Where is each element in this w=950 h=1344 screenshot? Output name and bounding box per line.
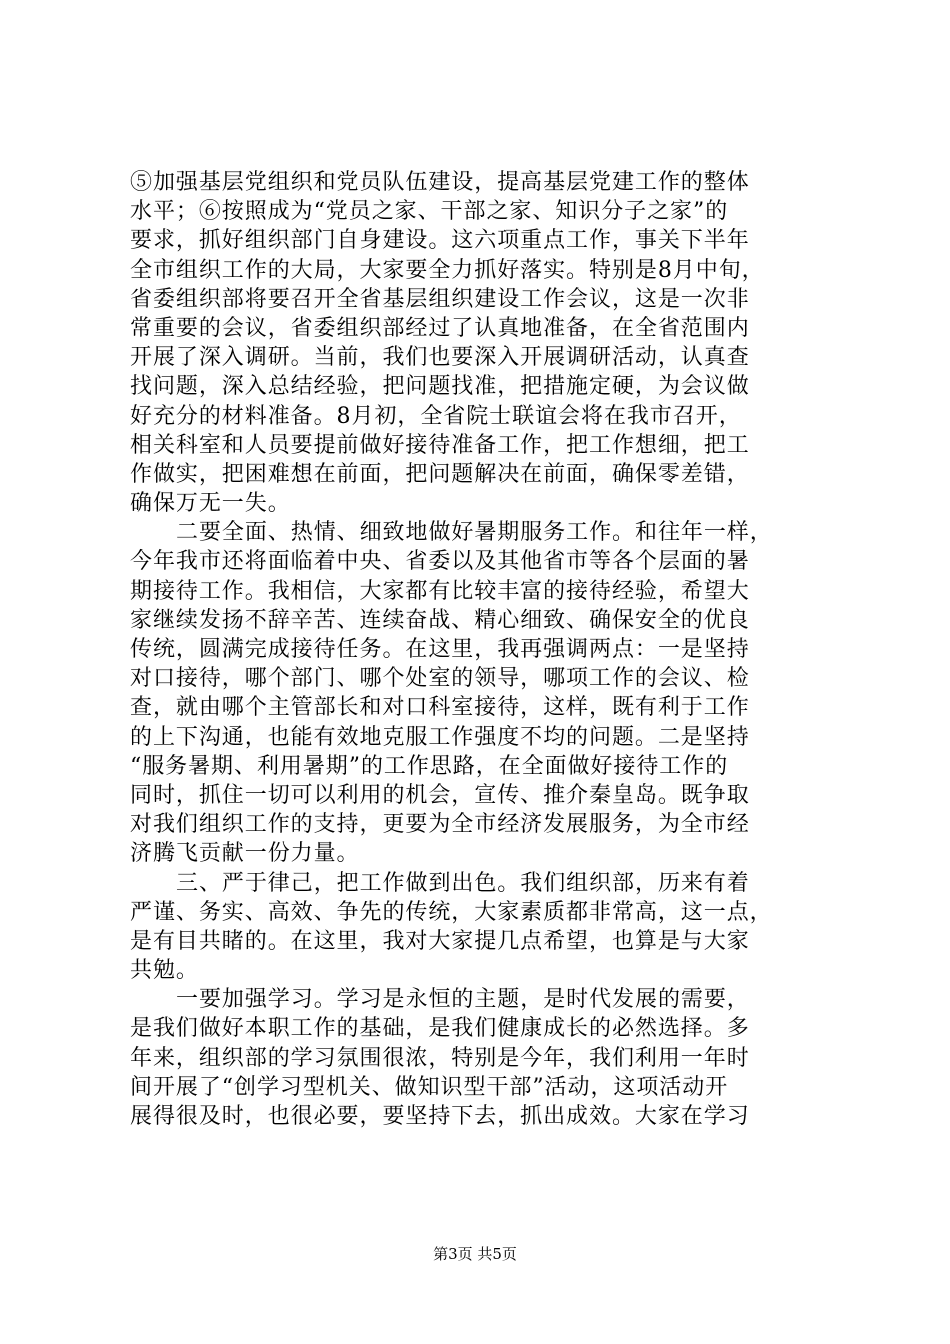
text-line: 对我们组织工作的支持，更要为全市经济发展服务，为全市经 [130, 812, 750, 838]
paragraph-first-line: 二要全面、热情、细致地做好暑期服务工作。和往年一样， [176, 520, 773, 546]
text-line: 开展了深入调研。当前，我们也要深入开展调研活动，认真查 [130, 345, 750, 371]
text-line: 今年我市还将面临着中央、省委以及其他省市等各个层面的暑 [130, 549, 750, 575]
text-line: 年来，组织部的学习氛围很浓，特别是今年，我们利用一年时 [130, 1045, 750, 1071]
page-footer [0, 1244, 950, 1264]
text-line: 省委组织部将要召开全省基层组织建设工作会议，这是一次非 [130, 286, 750, 312]
text-line: 好充分的材料准备。8月初，全省院士联谊会将在我市召开， [130, 403, 742, 429]
text-line: 的上下沟通，也能有效地克服工作强度不均的问题。二是坚持 [130, 724, 750, 750]
text-line: 济腾飞贡献一份力量。 [130, 841, 360, 867]
text-line: 严谨、务实、高效、争先的传统，大家素质都非常高，这一点， [130, 899, 773, 925]
text-line: 是我们做好本职工作的基础，是我们健康成长的必然选择。多 [130, 1016, 750, 1042]
page-number-label: 第3页 共5页 [433, 1245, 517, 1263]
body-text [130, 168, 830, 1131]
section-heading-line: 三、严于律己，把工作做到出色。我们组织部，历来有着 [176, 870, 750, 896]
text-line: 展得很及时，也很必要，要坚持下去，抓出成效。大家在学习 [130, 1104, 750, 1129]
text-line: 查，就由哪个主管部长和对口科室接待，这样，既有利于工作 [130, 695, 750, 721]
paragraph-first-line: 一要加强学习。学习是永恒的主题，是时代发展的需要， [176, 987, 750, 1013]
text-line: 家继续发扬不辞辛苦、连续奋战、精心细致、确保安全的优良 [130, 607, 750, 633]
text-line: 传统，圆满完成接待任务。在这里，我再强调两点：一是坚持 [130, 637, 750, 662]
text-line: 水平；⑥按照成为“党员之家、干部之家、知识分子之家”的 [130, 199, 729, 225]
text-line: 间开展了“创学习型机关、做知识型干部”活动，这项活动开 [130, 1074, 729, 1100]
text-line: 共勉。 [130, 958, 199, 984]
text-line: 作做实，把困难想在前面，把问题解决在前面，确保零差错， [130, 461, 750, 487]
text-line: 找问题，深入总结经验，把问题找准，把措施定硬，为会议做 [130, 374, 750, 400]
text-line: 常重要的会议，省委组织部经过了认真地准备，在全省范围内 [130, 315, 750, 341]
text-line: 同时，抓住一切可以利用的机会，宣传、推介秦皇岛。既争取 [130, 782, 750, 808]
text-line: ⑤加强基层党组织和党员队伍建设，提高基层党建工作的整体 [130, 170, 750, 195]
text-line: 相关科室和人员要提前做好接待准备工作，把工作想细，把工 [130, 432, 750, 458]
text-line: 对口接待，哪个部门、哪个处室的领导，哪项工作的会议、检 [130, 666, 750, 692]
text-line: “服务暑期、利用暑期”的工作思路，在全面做好接待工作的 [130, 753, 729, 779]
text-line: 期接待工作。我相信，大家都有比较丰富的接待经验，希望大 [130, 578, 750, 604]
text-line: 全市组织工作的大局，大家要全力抓好落实。特别是8月中旬， [130, 257, 765, 283]
text-line: 是有目共睹的。在这里，我对大家提几点希望，也算是与大家 [130, 928, 750, 954]
text-line: 确保万无一失。 [130, 491, 291, 517]
text-line: 要求，抓好组织部门自身建设。这六项重点工作，事关下半年 [130, 228, 750, 254]
